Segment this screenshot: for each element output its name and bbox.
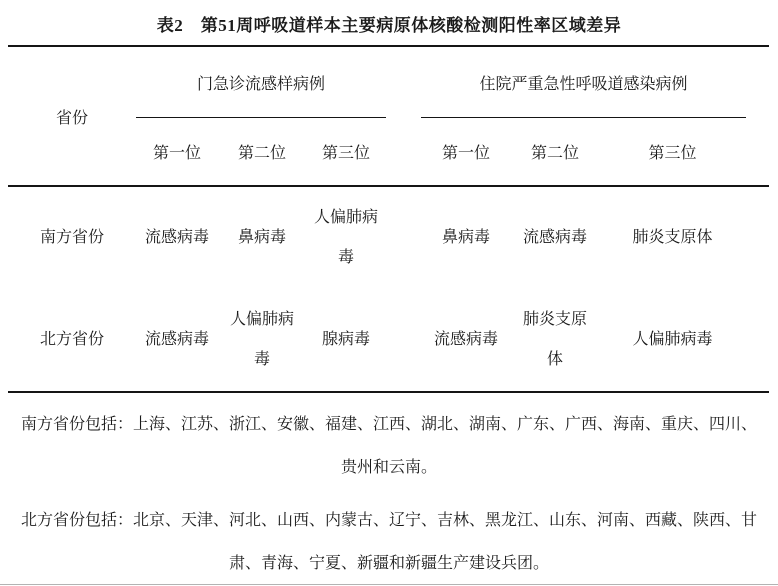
- south-outpatient-rank3: [306, 186, 386, 289]
- inpatient-spanner-rule: [421, 117, 746, 118]
- pathogen-value: 肺炎支原体: [522, 311, 587, 368]
- south-outpatient-rank1: [136, 186, 218, 289]
- south-outpatient-rank2: [218, 186, 306, 289]
- column-gutter: [386, 186, 421, 289]
- group-header-inpatient: [421, 46, 746, 118]
- province-cell: 南方省份: [39, 229, 104, 246]
- column-pad: [746, 289, 769, 392]
- subheader-inpatient-rank1: 第一位: [441, 145, 490, 162]
- footnote-text: 南方省份包括：上海、江苏、浙江、安徽、福建、江西、湖北、湖南、广东、广西、海南、重庆、四川、贵州和云南。: [20, 416, 757, 476]
- column-pad: [746, 46, 769, 186]
- group-header-inpatient-label: 住院严重急性呼吸道感染病例: [479, 76, 688, 93]
- table-row-south: [8, 186, 769, 289]
- province-column-header: 省份: [55, 109, 88, 127]
- table-header: [8, 46, 769, 186]
- column-pad: [746, 186, 769, 289]
- subheader-outpatient-rank1: 第一位: [152, 145, 201, 162]
- pathogen-value: 鼻病毒: [441, 229, 490, 246]
- pathogen-value: 流感病毒: [522, 229, 587, 246]
- subheader-outpatient-rank2: 第二位: [237, 145, 286, 162]
- north-outpatient-rank2: [218, 289, 306, 392]
- south-inpatient-rank2: [511, 186, 599, 289]
- pathogen-value: 流感病毒: [144, 331, 209, 348]
- north-inpatient-rank3: [599, 289, 746, 392]
- pathogen-value: 肺炎支原体: [632, 229, 713, 246]
- group-header-outpatient-label: 门急诊流感样病例: [196, 76, 325, 93]
- pathogen-value: 鼻病毒: [237, 229, 286, 246]
- bottom-divider-rule: [0, 584, 778, 585]
- subheader-inpatient-rank3: 第三位: [648, 145, 697, 162]
- south-inpatient-rank3: [599, 186, 746, 289]
- province-cell: 北方省份: [39, 331, 104, 348]
- north-inpatient-rank1: [421, 289, 511, 392]
- footnote-north-provinces: [8, 499, 770, 585]
- north-inpatient-rank2: [511, 289, 599, 392]
- pathogen-value: 人偏肺病毒: [229, 311, 294, 368]
- pathogen-value: 人偏肺病毒: [313, 209, 378, 266]
- column-gutter: [386, 46, 421, 186]
- north-outpatient-rank1: [136, 289, 218, 392]
- pathogen-value: 腺病毒: [321, 331, 370, 348]
- footnote-text: 北方省份包括：北京、天津、河北、山西、内蒙古、辽宁、吉林、黑龙江、山东、河南、西藏、陕西、甘肃、青海、宁夏、新疆和新疆生产建设兵团。: [20, 512, 757, 572]
- outpatient-spanner-rule: [136, 117, 386, 118]
- pathogen-value: 人偏肺病毒: [632, 331, 713, 348]
- pathogen-value: 流感病毒: [144, 229, 209, 246]
- north-outpatient-rank3: [306, 289, 386, 392]
- pathogen-value: 流感病毒: [433, 331, 498, 348]
- group-header-outpatient: [136, 46, 386, 118]
- footnote-south-provinces: [8, 403, 770, 489]
- table-title: 表2 第51周呼吸道样本主要病原体核酸检测阳性率区域差异: [156, 16, 622, 35]
- subheader-inpatient-rank2: 第二位: [530, 145, 579, 162]
- column-gutter: [386, 289, 421, 392]
- pathogen-table: [8, 45, 769, 393]
- footnotes: [8, 403, 770, 585]
- subheader-outpatient-rank3: 第三位: [321, 145, 370, 162]
- south-inpatient-rank1: [421, 186, 511, 289]
- table-row-north: [8, 289, 769, 392]
